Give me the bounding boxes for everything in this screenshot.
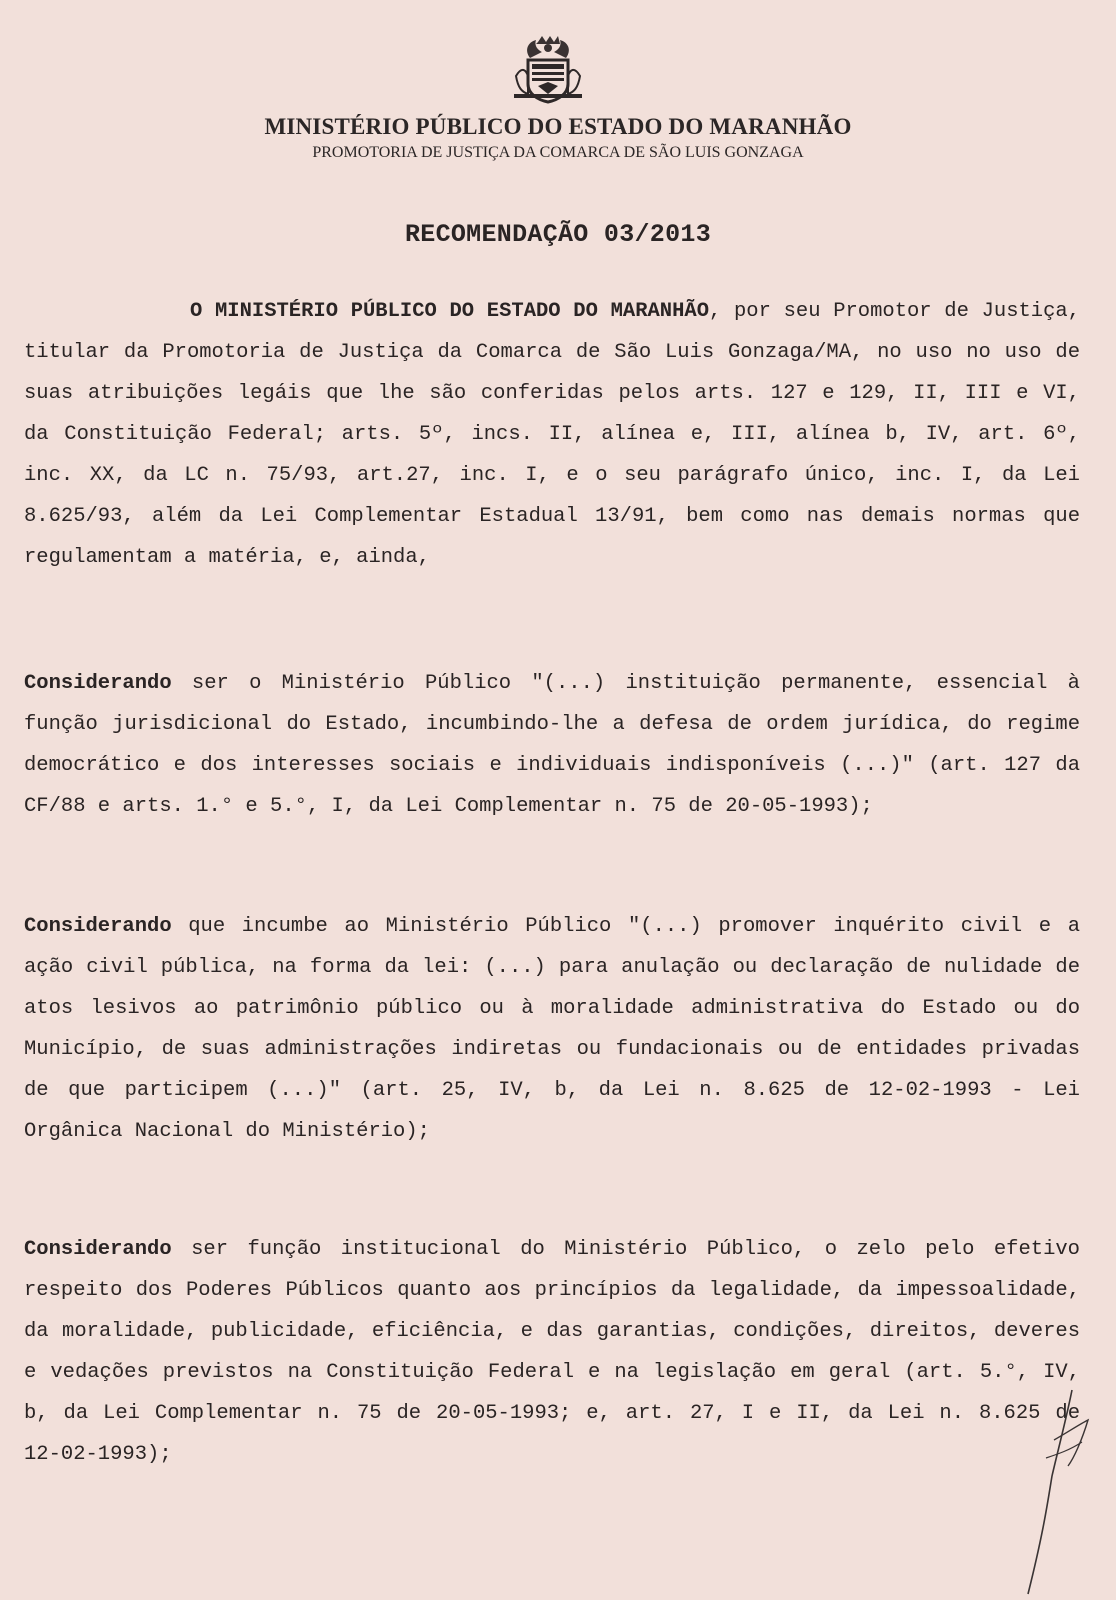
considerando-label: Considerando [24, 1238, 172, 1261]
considerando-paragraph [24, 663, 1080, 827]
handwritten-signature [1008, 1380, 1108, 1600]
coat-of-arms-icon [508, 36, 588, 104]
considerando-label: Considerando [24, 915, 172, 938]
considerando-label: Considerando [24, 672, 172, 695]
considerando-paragraph [24, 1229, 1080, 1475]
organization-subtitle: PROMOTORIA DE JUSTIÇA DA COMARCA DE SÃO LUIS GONZAGA [312, 144, 804, 161]
considerando-text: que incumbe ao Ministério Público "(...) promover inquérito civil e a ação civil pública, na forma da lei: (...) para anulação ou declaração de nulidade de atos lesivos ao patrimônio público ou à moralidade administrativa do Estado ou do Município, de suas administrações indiretas ou fundacionais ou de entidades privadas de que participem (...)" (art. 25, IV, b, da Lei n. 8.625 de 12-02-1993 - Lei Orgânica Nacional do Ministério); [24, 915, 1080, 1143]
considerando-paragraph [24, 906, 1080, 1152]
organization-name: MINISTÉRIO PÚBLICO DO ESTADO DO MARANHÃO [264, 114, 852, 139]
intro-bold: O MINISTÉRIO PÚBLICO DO ESTADO DO MARANHÃO [190, 300, 710, 323]
document-title: RECOMENDAÇÃO 03/2013 [404, 220, 712, 249]
considerando-text: ser o Ministério Público "(...) instituição permanente, essencial à função jurisdicional do Estado, incumbindo-lhe a defesa de ordem jurídica, do regime democrático e dos interesses sociais e individuais indisponíveis (...)" (art. 127 da CF/88 e arts. 1.° e 5.°, I, da Lei Complementar n. 75 de 20-05-1993); [24, 672, 1080, 818]
intro-paragraph [24, 291, 1080, 578]
considerando-text: ser função institucional do Ministério Público, o zelo pelo efetivo respeito dos Poderes Públicos quanto aos princípios da legalidade, da impessoalidade, da moralidade, publicidade, eficiência, e das garantias, condições, direitos, deveres e vedações previstos na Constituição Federal e na legislação em geral (art. 5.°, IV, b, da Lei Complementar n. 75 de 20-05-1993; e, art. 27, I e II, da Lei n. 8.625 de 12-02-1993); [24, 1238, 1080, 1466]
intro-text: , por seu Promotor de Justiça, titular da Promotoria de Justiça da Comarca de São Luis Gonzaga/MA, no uso no uso de suas atribuições legáis que lhe são conferidas pelos arts. 127 e 129, II, III e VI, da Constituição Federal; arts. 5º, incs. II, alínea e, III, alínea b, IV, art. 6º, inc. XX, da LC n. 75/93, art.27, inc. I, e o seu parágrafo único, inc. I, da Lei 8.625/93, além da Lei Complementar Estadual 13/91, bem como nas demais normas que regulamentam a matéria, e, ainda, [24, 300, 1081, 569]
